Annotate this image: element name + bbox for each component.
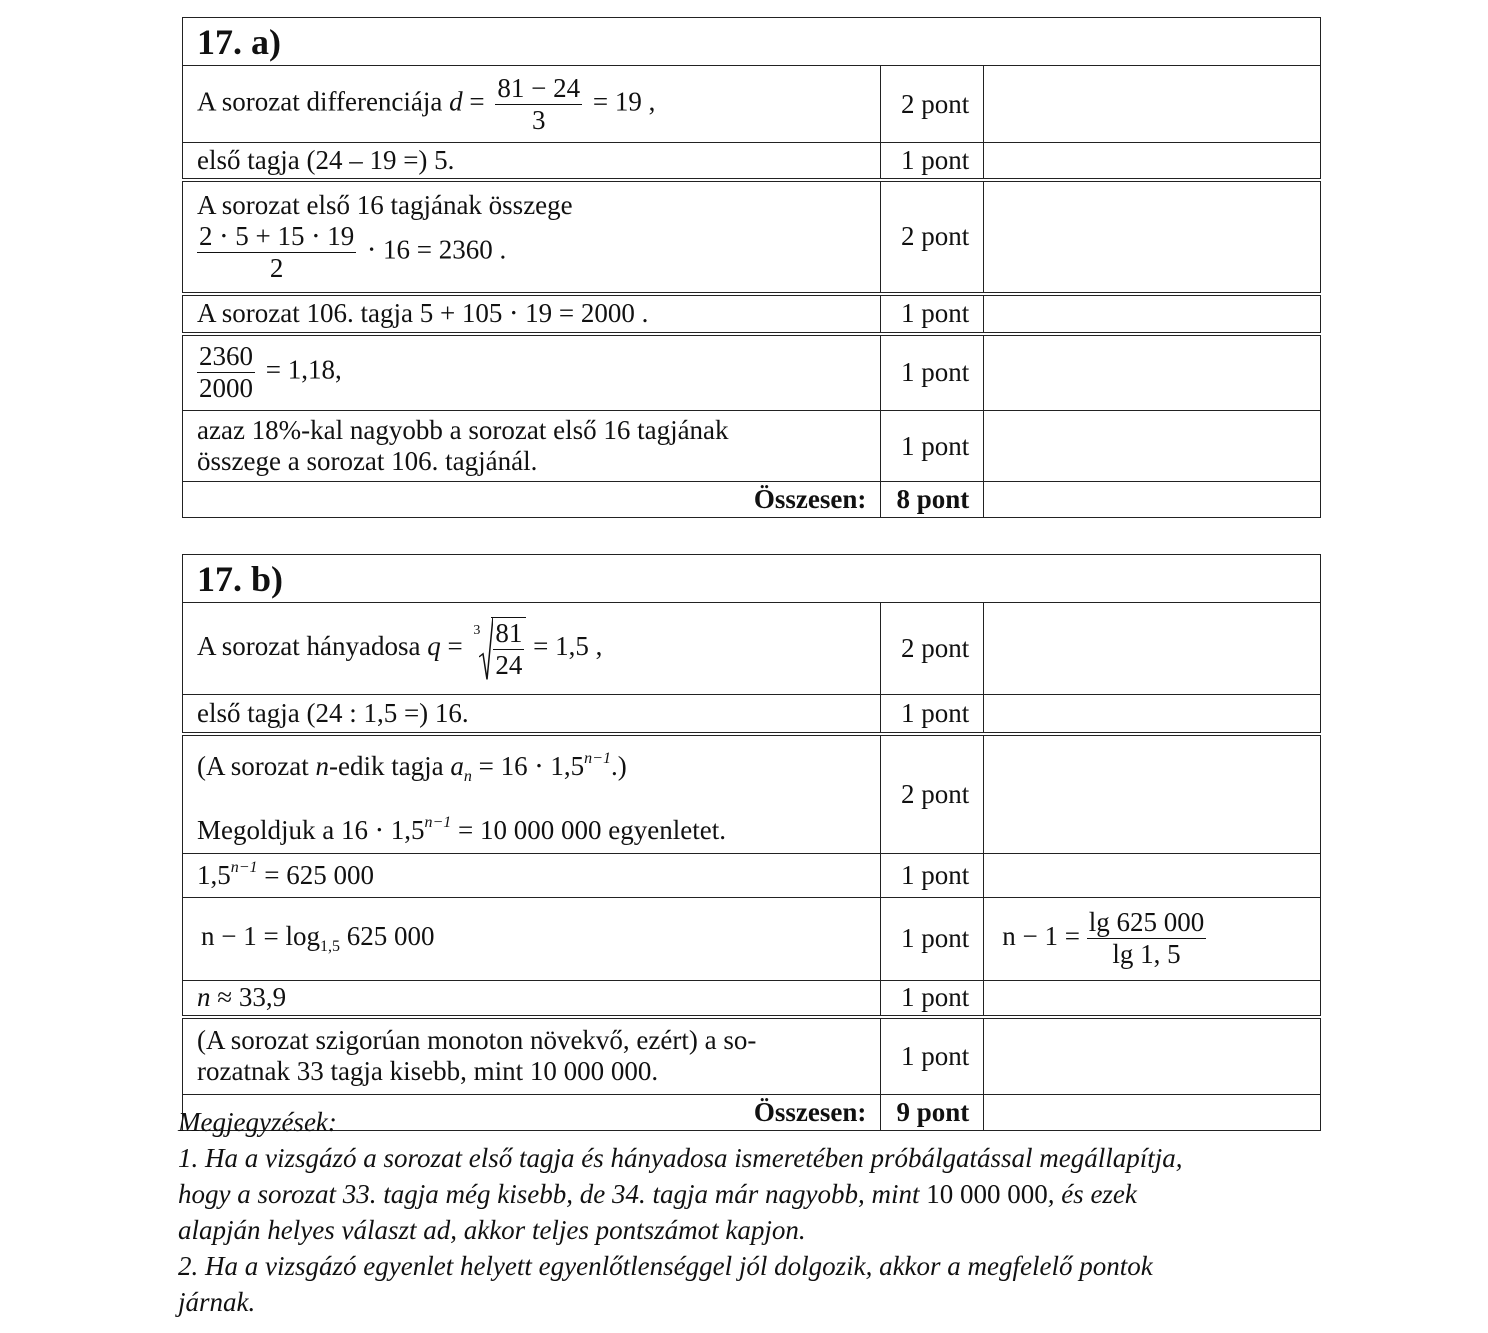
- table-row: $1,5^{n-1} = 625$ 000 1 pont: [183, 853, 1321, 897]
- note-1-cont: hogy a sorozat 33. tagja még kisebb, de 34. tagja már nagyobb, mint 10 000 000, és ezek: [178, 1179, 1137, 1209]
- scoring-table-17a: [182, 17, 1321, 518]
- note-1: 1. Ha a vizsgázó a sorozat első tagja és hányadosa ismeretében próbálgatással megállapítja,: [178, 1143, 1183, 1173]
- fraction: $\frac{2360}{2000}$: [199, 341, 253, 404]
- points-cell: 2 pont: [881, 66, 984, 143]
- points-cell: 1 pont: [881, 294, 984, 334]
- table-row: $\frac{2360}{2000}$ = 1,18, 1 pont: [183, 334, 1321, 411]
- table-row: A sorozat első 16 tagjának összege $\frac{2 \cdot 5 + 15 \cdot 19}{2}$ ⋅ 16 = 2360 . 2 pont: [183, 180, 1321, 294]
- points-cell: 2 pont: [881, 180, 984, 294]
- note-cell: [984, 66, 1321, 143]
- total-label: Összesen:: [183, 482, 881, 518]
- note-2-end: járnak.: [178, 1287, 256, 1317]
- points-cell: 1 pont: [881, 143, 984, 180]
- table-row: A sorozat 106. tagja 5 + 105 ⋅ 19 = 2000 . 1 pont: [183, 294, 1321, 334]
- table-row: első tagja (24 : 1,5 =) 16. 1 pont: [183, 695, 1321, 734]
- note-cell: n − 1 = $\frac{\lg 625 000}{\lg 1, 5}$: [984, 897, 1321, 980]
- cube-root: 3 $\frac{81}{24}$: [473, 617, 526, 681]
- fraction: $\frac{2 \cdot 5 + 15 \cdot 19}{2}$: [199, 220, 355, 283]
- total-points: 9 pont: [881, 1094, 984, 1130]
- notes-heading: Megjegyzések:: [178, 1107, 337, 1137]
- points-cell: 1 pont: [881, 980, 984, 1017]
- total-row: [183, 482, 1321, 518]
- points-cell: 1 pont: [881, 411, 984, 482]
- table-row: azaz 18%-kal nagyobb a sorozat első 16 tagjának összege a sorozat 106. tagjánál. 1 pont: [183, 411, 1321, 482]
- table-row: A sorozat differenciája d = $\frac{81 - 24}{3}$ = 19 , 2 pont: [183, 66, 1321, 143]
- points-cell: 2 pont: [881, 603, 984, 695]
- table-row: A sorozat hányadosa q = 3 $\frac{81}{24}$ = 1,5 , 2 pont: [183, 603, 1321, 695]
- points-cell: 1 pont: [881, 897, 984, 980]
- table-row: $n - 1 = \log_{1,5} 625$ 000 1 pont n − 1 = $\frac{\lg 625 000}{\lg 1, 5}$: [183, 897, 1321, 980]
- scoring-table-17b: [182, 554, 1321, 1131]
- table-row: első tagja (24 – 19 =) 5. 1 pont: [183, 143, 1321, 180]
- table-title: 17. a): [183, 18, 1321, 66]
- fraction: $\frac{81 - 24}{3}$: [497, 72, 581, 135]
- table-row: (A sorozat n-edik tagja $a_n = 16 \cdot 1,5^{n-1}$.) Megoldjuk a $16 \cdot 1,5^{n-1} = 10$ 000 000 egyenletet. 2 pont: [183, 734, 1321, 854]
- points-cell: 2 pont: [881, 734, 984, 854]
- note-1-end: alapján helyes választ ad, akkor teljes pontszámot kapjon.: [178, 1215, 806, 1245]
- points-cell: 1 pont: [881, 853, 984, 897]
- notes-section: [178, 1104, 1318, 1320]
- note-2: 2. Ha a vizsgázó egyenlet helyett egyenlőtlenséggel jól dolgozik, akkor a megfelelő pontok: [178, 1251, 1153, 1281]
- total-points: 8 pont: [881, 482, 984, 518]
- points-cell: 1 pont: [881, 334, 984, 411]
- table-title: 17. b): [183, 555, 1321, 603]
- fraction: $\frac{81}{24}$: [495, 617, 523, 680]
- points-cell: 1 pont: [881, 695, 984, 734]
- table-row: n ≈ 33,9 1 pont: [183, 980, 1321, 1017]
- radical-sign: [479, 617, 493, 681]
- total-label: Összesen:: [183, 1094, 881, 1130]
- points-cell: 1 pont: [881, 1017, 984, 1094]
- fraction: $\frac{\lg 625 000}{\lg 1, 5}$: [1088, 907, 1205, 969]
- table-row: (A sorozat szigorúan monoton növekvő, ezért) a so- rozatnak 33 tagja kisebb, mint 10 000 000. 1 pont: [183, 1017, 1321, 1094]
